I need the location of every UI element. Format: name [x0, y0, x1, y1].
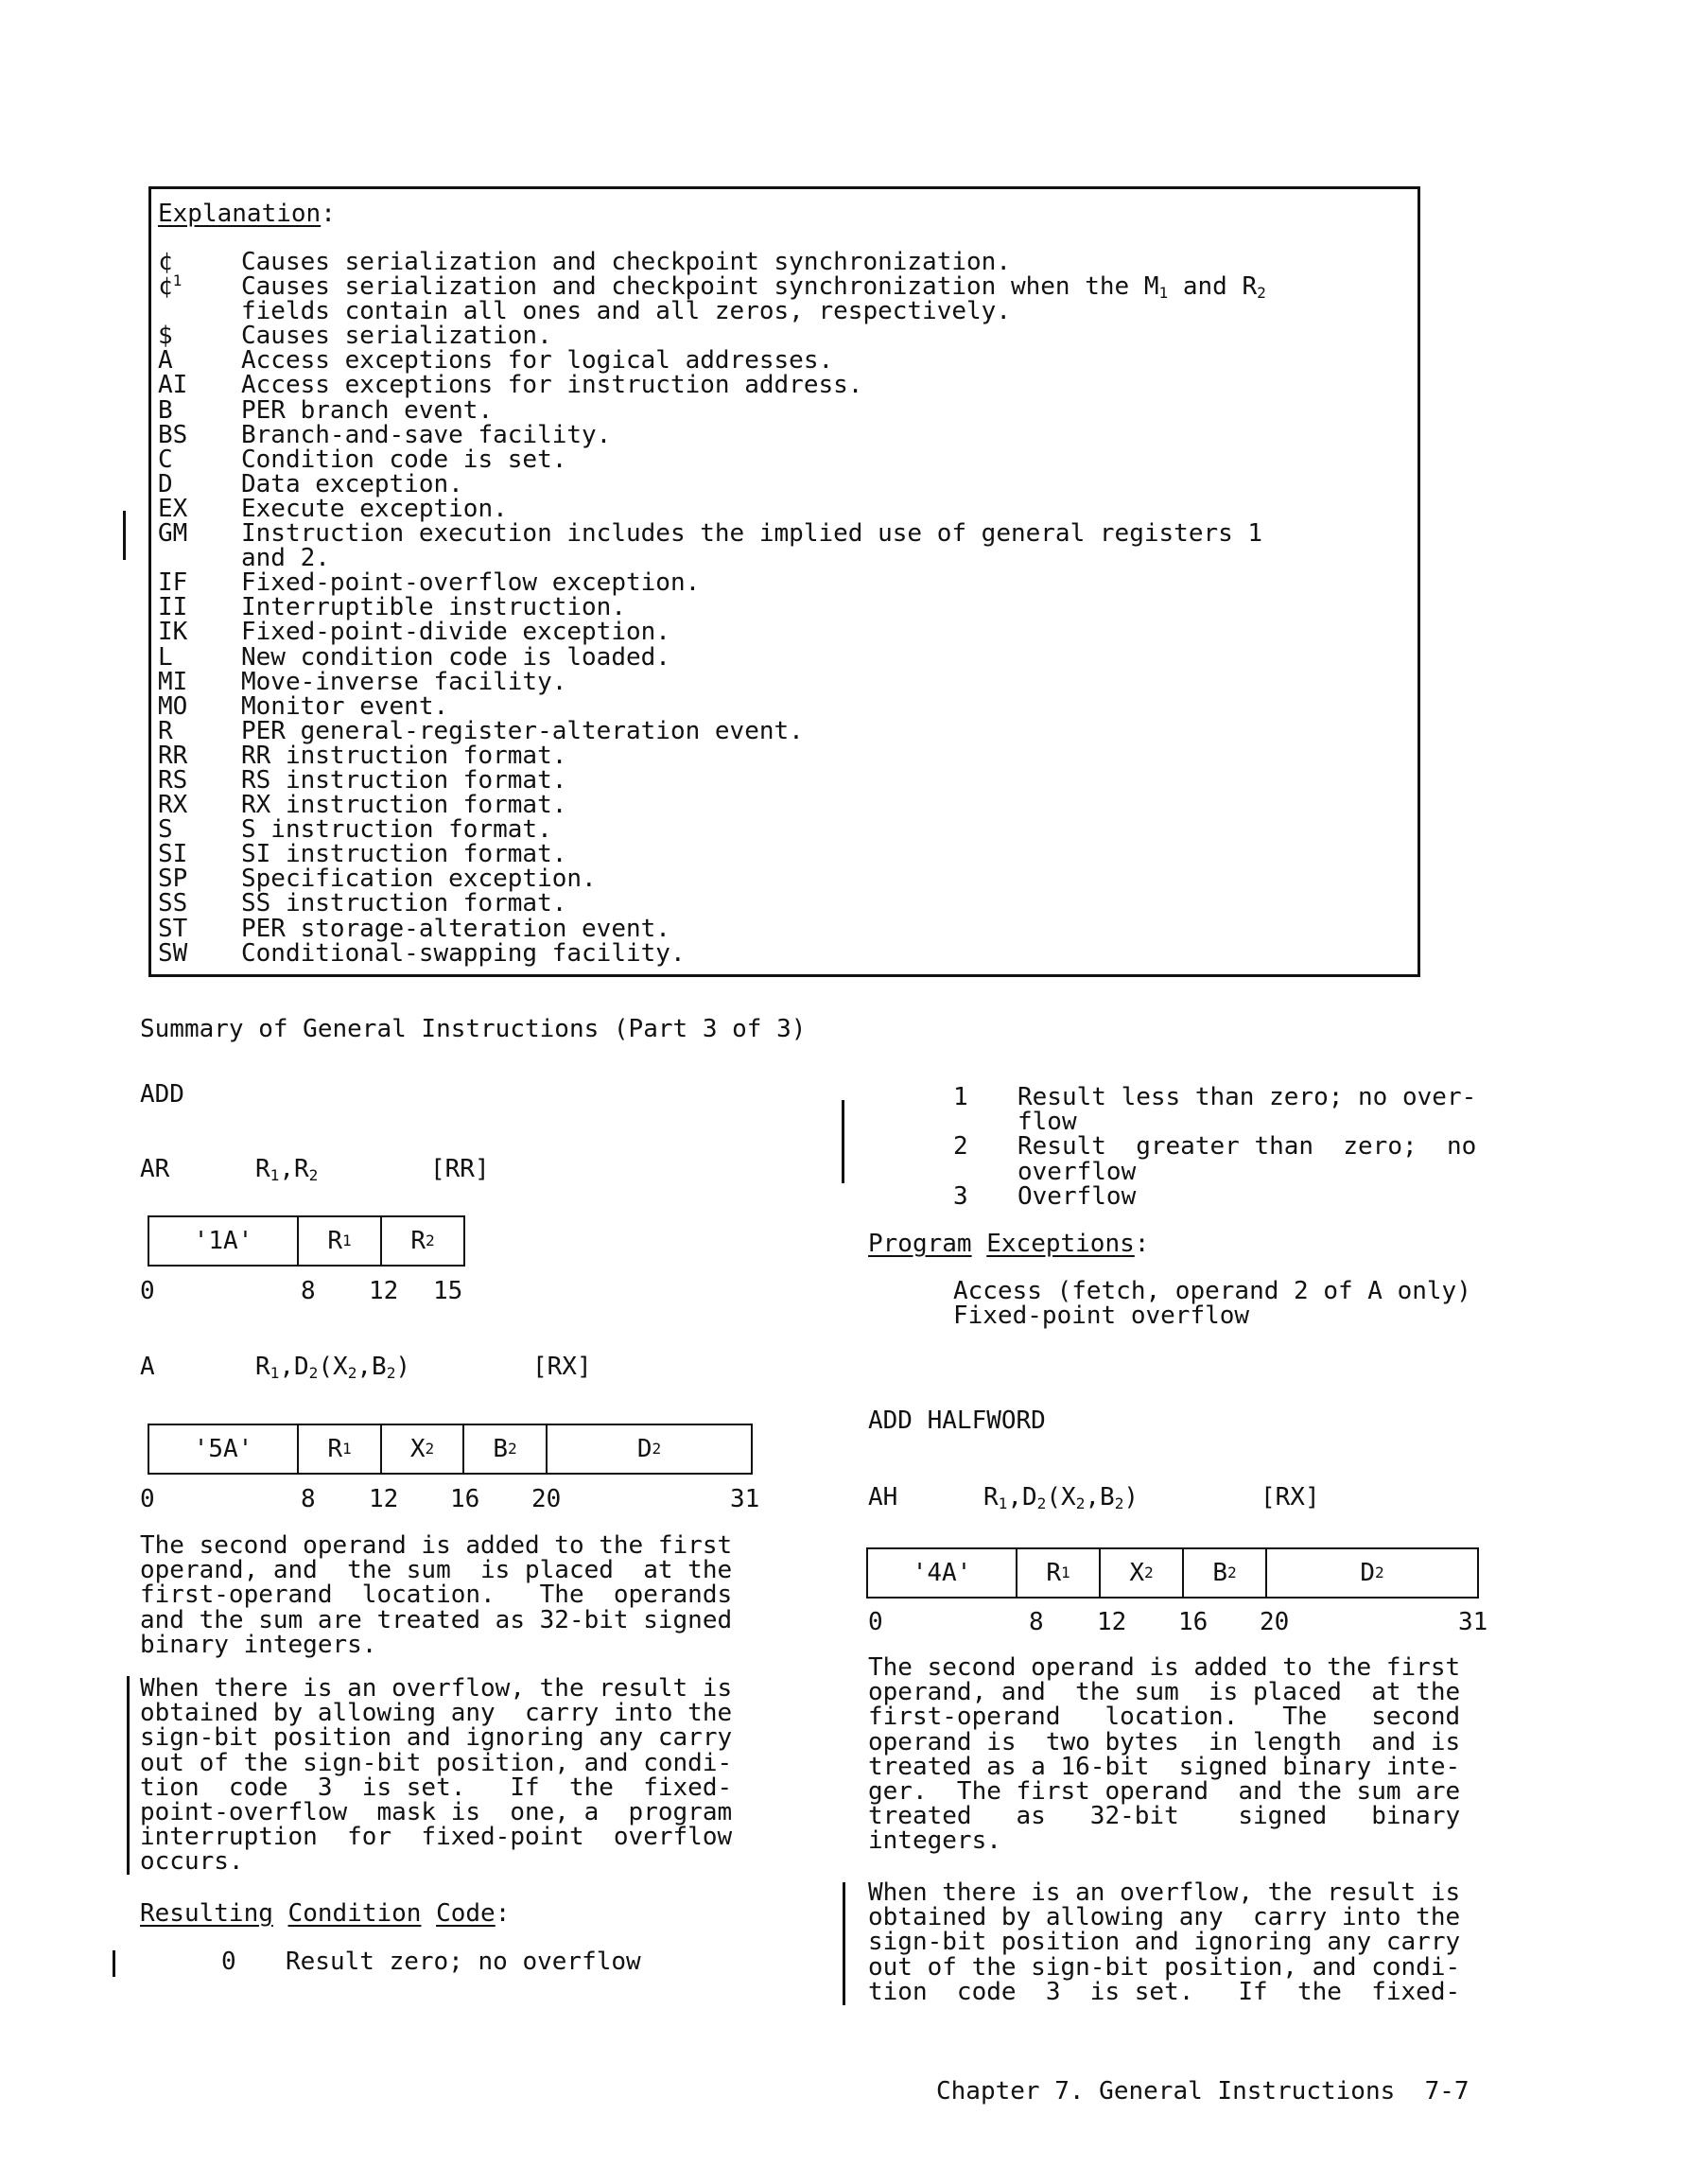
revision-bar: [127, 1676, 130, 1875]
bit-label: 12: [369, 1277, 399, 1305]
bit-label: 8: [301, 1277, 316, 1305]
text-line: binary integers.: [140, 1630, 377, 1659]
explanation-item: [158, 322, 1385, 351]
explanation-desc: [241, 250, 1385, 274]
explanation-desc: [241, 568, 1385, 598]
explanation-desc: [241, 840, 1385, 869]
text-line: first-operand location. The second: [868, 1703, 1461, 1732]
condition-code-value: [953, 1109, 1017, 1134]
text-line: Fixed-point overflow: [953, 1302, 1250, 1331]
explanation-code: GM: [158, 519, 188, 549]
explanation-desc: [241, 395, 1385, 425]
text-line: interruption for fixed-point overflow: [140, 1823, 733, 1852]
format-a: [RX]: [532, 1353, 592, 1381]
explanation-line: Specification exception.: [241, 865, 597, 894]
format-ar: [RR]: [430, 1155, 490, 1183]
text-line: When there is an overflow, the result is: [140, 1674, 733, 1703]
condition-code-item: [953, 1157, 1476, 1186]
explanation-code: A: [158, 346, 173, 376]
condition-code-value: 3: [953, 1181, 968, 1211]
text-line: tion code 3 is set. If the fixed-: [140, 1773, 733, 1802]
text-line: and the sum are treated as 32-bit signed: [140, 1605, 733, 1634]
explanation-item: [158, 447, 1385, 472]
explanation-code: IK: [158, 618, 188, 647]
explanation-line: S instruction format.: [241, 815, 552, 845]
text-line: sign-bit position and ignoring any carry: [140, 1723, 733, 1753]
revision-bar: [123, 511, 126, 560]
explanation-code: R: [158, 716, 173, 745]
add-halfword-overflow-description: [868, 1880, 1460, 2004]
bit-label: 15: [433, 1277, 463, 1305]
explanation-item: [158, 595, 1385, 620]
explanation-code: EX: [158, 494, 188, 523]
explanation-desc: [241, 891, 1385, 916]
condition-code-desc: Result greater than zero; no: [1017, 1132, 1477, 1162]
explanation-desc: [241, 494, 1385, 523]
explanation-item: [158, 642, 1385, 672]
explanation-item: [158, 914, 1385, 943]
mnemonic-a: A: [140, 1353, 155, 1381]
explanation-desc: [241, 595, 1385, 620]
explanation-line: Fixed-point-divide exception.: [241, 618, 670, 647]
explanation-item: [158, 716, 1385, 745]
field-d2: D 2: [1360, 1559, 1384, 1587]
bit-label: 12: [1097, 1608, 1127, 1636]
explanation-line: and 2.: [241, 544, 330, 573]
explanation-code: RS: [158, 765, 188, 795]
explanation-item: [158, 667, 1385, 696]
explanation-list: [158, 250, 1385, 966]
explanation-code: B: [158, 395, 173, 425]
text-line: sign-bit position and ignoring any carry: [868, 1928, 1461, 1957]
explanation-item: [158, 765, 1385, 795]
explanation-heading-text: Explanation: [158, 200, 322, 228]
explanation-code: C: [158, 445, 173, 474]
explanation-item: [158, 346, 1385, 376]
text-line: out of the sign-bit position, and condi-: [140, 1748, 733, 1777]
field-b2: B 2: [464, 1425, 548, 1473]
text-line: operand is two bytes in length and is: [868, 1727, 1461, 1756]
mnemonic-ar: AR: [140, 1155, 170, 1183]
program-exceptions-list: [953, 1277, 1471, 1331]
text-line: integers.: [868, 1826, 1001, 1856]
explanation-desc: [241, 642, 1385, 672]
explanation-item: [158, 938, 1385, 968]
page-footer: [936, 2077, 1470, 2105]
footnote-marker: 1: [172, 271, 183, 290]
explanation-item: [158, 371, 1385, 400]
explanation-line: SI instruction format.: [241, 840, 567, 869]
field-r2: R 2: [410, 1227, 435, 1255]
revision-bar: [113, 1950, 115, 1977]
explanation-line: Move-inverse facility.: [241, 667, 567, 696]
operands-a: $R_1,D_2(X_2,B_2)$: [255, 1353, 411, 1383]
explanation-desc: [241, 346, 1385, 376]
explanation-line: Conditional-swapping facility.: [241, 938, 686, 968]
field-b2: B 2: [1184, 1549, 1267, 1597]
text-line: operand, and the sum is placed at the: [868, 1678, 1461, 1707]
instruction-format-a: [148, 1424, 753, 1475]
explanation-desc: [241, 469, 1385, 498]
explanation-item: [158, 271, 1385, 326]
explanation-code: D: [158, 469, 173, 498]
text-line: obtained by allowing any carry into the: [868, 1903, 1461, 1932]
operands-ah: $R_1,D_2(X_2,B_2)$: [983, 1483, 1139, 1513]
bit-label: 16: [1178, 1608, 1209, 1636]
explanation-line: Access exceptions for instruction address.: [241, 371, 863, 400]
explanation-desc: [241, 519, 1385, 573]
revision-bar: [843, 1882, 845, 2005]
condition-code-value: [953, 1160, 1017, 1184]
bit-label: 0: [140, 1485, 155, 1513]
condition-code-desc: flow: [1017, 1108, 1077, 1137]
text-line: out of the sign-bit position, and condi-: [868, 1952, 1461, 1982]
explanation-desc: [241, 765, 1385, 795]
explanation-desc: [241, 716, 1385, 745]
bit-label: 16: [450, 1485, 480, 1513]
explanation-item: [158, 891, 1385, 916]
explanation-line: Monitor event.: [241, 691, 449, 721]
explanation-desc: [241, 815, 1385, 845]
bit-label: 0: [140, 1277, 155, 1305]
explanation-code: RR: [158, 741, 188, 770]
explanation-desc: [241, 371, 1385, 400]
condition-code-value: 1: [953, 1083, 968, 1111]
text-line: occurs.: [140, 1847, 244, 1877]
explanation-desc: [241, 938, 1385, 968]
condition-code-list: [221, 1949, 641, 1974]
condition-code-desc: Overflow: [1017, 1181, 1137, 1211]
field-r1: R 1: [299, 1425, 382, 1473]
explanation-code: AI: [158, 371, 188, 400]
explanation-code: MI: [158, 667, 188, 696]
text-line: first-operand location. The operands: [140, 1581, 733, 1610]
explanation-item: [158, 618, 1385, 647]
explanation-desc: [241, 420, 1385, 449]
field-r1: R 1: [1017, 1549, 1101, 1597]
explanation-desc: [241, 865, 1385, 894]
add-halfword-description: [868, 1655, 1460, 1854]
bit-label: 0: [868, 1608, 883, 1636]
explanation-line: Condition code is set.: [241, 445, 567, 474]
explanation-line: SS instruction format.: [241, 889, 567, 918]
explanation-heading: [158, 201, 336, 226]
explanation-desc: Causes serialization and checkpoint synchronization when the $M_1$ and $R_2$ fields contain all ones and all zeros, respectively.: [241, 272, 1266, 326]
explanation-line: RS instruction format.: [241, 765, 567, 795]
instruction-format-ah: [866, 1547, 1479, 1599]
explanation-code: $: [158, 322, 173, 351]
operands-ar: $R_1,R_2$: [255, 1155, 319, 1185]
explanation-desc: [241, 743, 1385, 768]
explanation-line: Branch-and-save facility.: [241, 420, 612, 449]
format-ah: [RX]: [1261, 1483, 1320, 1511]
instruction-title-add-halfword: ADD HALFWORD: [868, 1406, 1046, 1435]
field-r1: R 1: [299, 1217, 382, 1265]
explanation-line: Access exceptions for logical addresses.: [241, 346, 834, 376]
text-line: When there is an overflow, the result is: [868, 1878, 1461, 1907]
explanation-code: SI: [158, 840, 188, 869]
explanation-item: [158, 865, 1385, 894]
text-line: treated as a 16-bit signed binary inte-: [868, 1752, 1461, 1781]
explanation-item: [158, 469, 1385, 498]
explanation-line: RX instruction format.: [241, 791, 567, 820]
condition-code-desc: Result less than zero; no over-: [1017, 1083, 1477, 1111]
explanation-line: PER branch event.: [241, 395, 494, 425]
explanation-code: S: [158, 815, 173, 845]
explanation-desc: [241, 791, 1385, 820]
condition-code-item: [953, 1181, 1476, 1211]
condition-code-item: [221, 1949, 641, 1974]
field-opcode: '1A': [149, 1217, 299, 1265]
instruction-title-add: ADD: [140, 1080, 184, 1109]
explanation-line: Instruction execution includes the implied use of general registers 1: [241, 519, 1263, 549]
explanation-code: BS: [158, 420, 188, 449]
explanation-item: [158, 395, 1385, 425]
condition-code-item: [953, 1085, 1476, 1109]
explanation-desc: [241, 447, 1385, 472]
bit-label: 8: [301, 1485, 316, 1513]
field-d2: D 2: [636, 1435, 662, 1463]
explanation-line: fields contain all ones and all zeros, respectively.: [241, 297, 1011, 326]
explanation-item: [158, 494, 1385, 523]
program-exceptions-heading: Program Exceptions:: [868, 1230, 1150, 1258]
explanation-item: [158, 250, 1385, 274]
explanation-code: SS: [158, 889, 188, 918]
explanation-line: Data exception.: [241, 469, 463, 498]
condition-code-value: 2: [953, 1132, 968, 1162]
explanation-line: New condition code is loaded.: [241, 642, 670, 672]
explanation-item: [158, 840, 1385, 869]
explanation-line: RR instruction format.: [241, 741, 567, 770]
condition-code-list-cont: [953, 1085, 1476, 1209]
condition-code-desc: Result zero; no overflow: [286, 1948, 641, 1976]
field-opcode: '5A': [149, 1425, 299, 1473]
explanation-line: Causes serialization and checkpoint synchronization when the M: [241, 272, 1159, 302]
explanation-desc: [241, 667, 1385, 696]
text-line: Access (fetch, operand 2 of A only): [953, 1277, 1471, 1305]
field-opcode: '4A': [868, 1549, 1017, 1597]
explanation-item: [158, 791, 1385, 820]
explanation-code: IF: [158, 568, 188, 598]
bit-label: 31: [730, 1485, 760, 1513]
field-x2: X 2: [382, 1425, 464, 1473]
add-overflow-description: [140, 1676, 732, 1875]
explanation-heading-colon: :: [321, 200, 336, 228]
explanation-code: RX: [158, 791, 188, 820]
text-line: point-overflow mask is one, a program: [140, 1798, 733, 1827]
text-line: operand, and the sum is placed at the: [140, 1556, 733, 1585]
explanation-code: L: [158, 642, 173, 672]
page-number: 7-7: [1424, 2077, 1470, 2105]
explanation-desc: [241, 914, 1385, 943]
explanation-code: SP: [158, 865, 188, 894]
text-line: The second operand is added to the first: [140, 1531, 733, 1560]
condition-code-value: 0: [221, 1948, 236, 1976]
instruction-format-ar: [148, 1215, 465, 1267]
explanation-code: ¢: [158, 248, 173, 276]
explanation-item: [158, 568, 1385, 598]
explanation-line: Causes serialization and checkpoint synchronization.: [241, 248, 1011, 276]
bit-label: 12: [369, 1485, 399, 1513]
text-line: treated as 32-bit signed binary: [868, 1802, 1461, 1831]
explanation-line: Execute exception.: [241, 494, 508, 523]
bit-label: 31: [1458, 1608, 1488, 1636]
explanation-code: MO: [158, 691, 188, 721]
condition-code-item: [953, 1108, 1476, 1137]
explanation-desc: [241, 322, 1385, 351]
add-description: [140, 1533, 732, 1657]
explanation-item: [158, 519, 1385, 573]
explanation-line: Interruptible instruction.: [241, 593, 626, 622]
explanation-item: [158, 815, 1385, 845]
resulting-cc-heading: Resulting Condition Code:: [140, 1899, 511, 1928]
explanation-line: PER storage-alteration event.: [241, 914, 670, 943]
explanation-desc: [241, 618, 1385, 647]
revision-bar: [842, 1100, 844, 1183]
bit-label: 20: [1260, 1608, 1290, 1636]
text-line: The second operand is added to the first: [868, 1653, 1461, 1682]
explanation-item: [158, 743, 1385, 768]
explanation-item: [158, 420, 1385, 449]
bit-label: 20: [531, 1485, 562, 1513]
explanation-desc: [241, 691, 1385, 721]
condition-code-item: [953, 1132, 1477, 1162]
text-line: obtained by allowing any carry into the: [140, 1699, 733, 1728]
text-line: tion code 3 is set. If the fixed-: [868, 1977, 1461, 2006]
mnemonic-ah: AH: [868, 1483, 898, 1511]
table-caption: Summary of General Instructions (Part 3 of 3): [140, 1015, 807, 1043]
footer-chapter: Chapter 7. General Instructions: [936, 2077, 1396, 2105]
condition-code-desc: overflow: [1017, 1157, 1137, 1186]
explanation-item: [158, 691, 1385, 721]
bit-label: 8: [1029, 1608, 1044, 1636]
explanation-code: II: [158, 593, 188, 622]
text-line: ger. The first operand and the sum are: [868, 1777, 1461, 1807]
explanation-line: PER general-register-alteration event.: [241, 716, 804, 745]
explanation-code: SW: [158, 938, 188, 968]
explanation-line: Causes serialization.: [241, 322, 552, 351]
explanation-line: Fixed-point-overflow exception.: [241, 568, 701, 598]
explanation-code: ST: [158, 914, 188, 943]
field-x2: X 2: [1101, 1549, 1184, 1597]
explanation-code: ¢$^1$: [158, 271, 183, 302]
